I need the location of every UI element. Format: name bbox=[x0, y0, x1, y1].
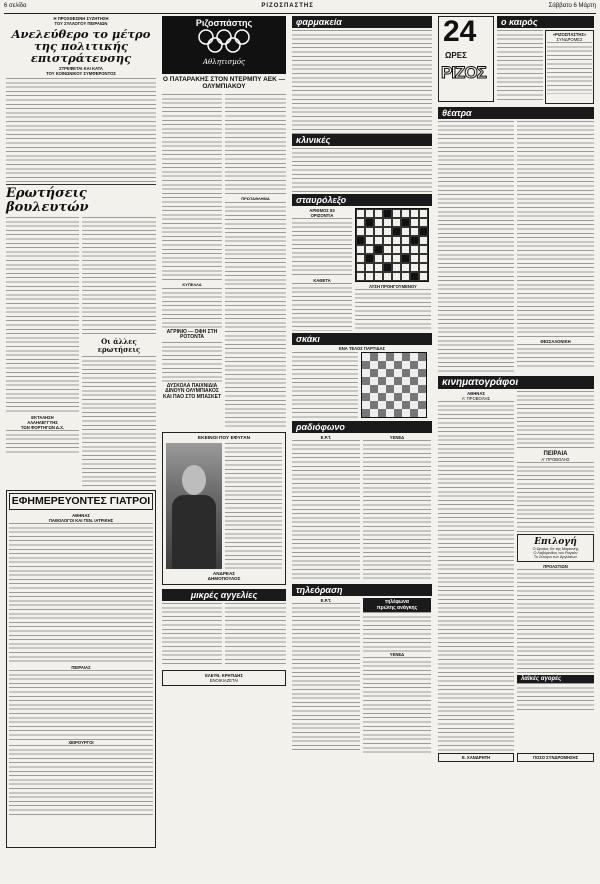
headline-main: Ανελεύθερο το μέτρο της πολιτικής επιστράτευσης bbox=[11, 27, 151, 66]
subscriptions-sub: ΣΥΝΔΡΟΜΕΣ bbox=[556, 37, 583, 42]
tv-yened: ΥΕΝΕΔ bbox=[389, 652, 405, 657]
crossword-bar: σταυρόλεξο bbox=[292, 194, 432, 206]
chess-subhead: ΕΝΑ ΤΕΛΟΣ ΠΑΡΤΙΔΑΣ bbox=[338, 346, 386, 351]
chess-bar: σκάκι bbox=[292, 333, 432, 345]
subscription-price-box bbox=[517, 753, 594, 762]
theatres-bar: θέατρα bbox=[438, 107, 594, 119]
article-body-3 bbox=[6, 430, 79, 456]
theatres-thessaloniki: ΘΕΣΣΑΛΟΝΙΚΗ bbox=[540, 339, 571, 344]
rizos-wordmark: ΡΙΖΟΣ bbox=[441, 63, 486, 82]
sport-sub-cup: ΚΥΠΕΛΛΑ bbox=[182, 281, 202, 287]
clinics-list bbox=[292, 148, 432, 194]
radio-yened-list bbox=[363, 440, 431, 582]
crossword-across: ΟΡΙΖΟΝΤΙΑ bbox=[310, 213, 334, 218]
tv-yened-list bbox=[363, 657, 431, 755]
office-box bbox=[438, 753, 514, 762]
small-head: ΕΚΤΑΛΗΣΗ bbox=[31, 415, 54, 421]
crossword-solution bbox=[355, 289, 431, 329]
clinics-bar: κλινικές bbox=[292, 134, 432, 146]
obituary-surname: ΔΗΜΟΠΟΥΛΟΣ bbox=[207, 575, 241, 581]
classifieds-body-2 bbox=[225, 603, 286, 667]
chess-text bbox=[292, 352, 358, 418]
page-date: Σάββατο 6 Μάρτη bbox=[548, 3, 596, 9]
subscriptions-title: «ΡΙΖΟΣΠΑΣΤΗΣ» bbox=[552, 32, 587, 37]
pharmacies-list bbox=[292, 30, 432, 134]
choice-item-1: Ο Ωραίος Χιτ της Μαριανής bbox=[532, 547, 579, 551]
weather-bar: ο καιρός bbox=[497, 16, 594, 28]
headline-questions: Ερωτήσεις βουλευτών bbox=[6, 186, 89, 215]
radio-bar: ραδιόφωνο bbox=[292, 421, 432, 433]
weather-text bbox=[497, 30, 543, 100]
radio-yened: ΥΕΝΕΔ bbox=[389, 435, 405, 440]
subscriptions-box bbox=[545, 30, 594, 104]
tv-ert: Ε.Ρ.Τ. bbox=[320, 598, 332, 603]
masthead: ΡΙΖΟΣΠΑΣΤΗΣ bbox=[261, 3, 314, 9]
theatres-list bbox=[438, 121, 514, 373]
page-number: 6 σελίδα bbox=[4, 3, 27, 9]
article-kicker: Η ΠΡΟΧΘΕΣΙΝΗ ΣΥΖΗΤΗΣΗ bbox=[53, 16, 109, 21]
column-listings bbox=[292, 16, 432, 880]
cinemas-athens: ΑΘΗΝΑΣ bbox=[467, 391, 485, 396]
doctors-surgeons: ΧΕΙΡΟΥΡΓΟΙ bbox=[68, 740, 94, 746]
subscription-price: ΠΟΣΟ ΣΥΝΔΡΟΜΗΣΗΣ bbox=[532, 755, 579, 760]
theatres-list-3 bbox=[517, 344, 594, 370]
sport-body-5 bbox=[225, 202, 286, 428]
crossword-clues bbox=[292, 218, 352, 278]
portrait-photo bbox=[166, 443, 222, 569]
cinemas-piraeus: ΠΕΙΡΑΙΑ bbox=[543, 451, 568, 457]
article-body-4 bbox=[82, 217, 156, 335]
article-kicker-2: ΤΟΥ ΣΥΛΛΟΓΟΥ ΠΕΙΡΑΙΩΝ bbox=[54, 21, 108, 26]
doctors-list-2 bbox=[9, 670, 153, 740]
markets-list bbox=[517, 683, 594, 711]
phones-box bbox=[363, 598, 431, 612]
sport-sub-league: ΠΡΩΤΑΘΛΗΜΑ bbox=[241, 195, 270, 201]
radio-ert: Ε.Ρ.Τ. bbox=[320, 435, 332, 440]
classified-ad bbox=[162, 670, 286, 686]
article-subhead-2: ΤΟΥ ΚΟΙΝΩΝΙΚΟΥ ΣΥΜΦΕΡΟΝΤΟΣ bbox=[46, 71, 116, 77]
cinemas-list-4 bbox=[517, 569, 594, 673]
sport-headline: Ο ΠΑΤΑΡΑΚΗΣ ΣΤΟΝ ΝΤΕΡΜΠΥ ΑΕΚ — ΟΛΥΜΠΙΑΚΟΥ bbox=[162, 76, 286, 90]
phones-list bbox=[363, 612, 431, 652]
cinemas-list-3 bbox=[517, 462, 594, 532]
rizos-24: 24 bbox=[443, 16, 477, 48]
choice-box bbox=[517, 534, 594, 562]
sport-logo bbox=[162, 16, 286, 74]
doctors-list-3 bbox=[9, 745, 153, 815]
article-body-2 bbox=[6, 217, 79, 413]
office-name: Ε. ΧΑΝΔΡΗΤΗ bbox=[461, 755, 491, 760]
obituary-head: ΕΚΕΙΝΟΙ ΠΟΥ ΕΦΥΓΑΝ bbox=[197, 435, 251, 441]
choice-item-3: Το Σύνορο των Αργιλαίων bbox=[533, 555, 578, 559]
chess-board bbox=[361, 352, 427, 418]
theatres-list-2 bbox=[517, 121, 594, 339]
logo-subtitle: Αθλητισμός bbox=[203, 58, 245, 66]
doctors-list bbox=[9, 523, 153, 665]
article-body bbox=[6, 78, 156, 182]
rizos-hours: ΩΡΕΣ bbox=[445, 51, 467, 60]
radio-ert-list bbox=[292, 440, 360, 582]
markets-bar: λαϊκές αγορές bbox=[517, 675, 594, 683]
tv-ert-list bbox=[292, 603, 360, 753]
cinemas-premiere-2: Α' ΠΡΟΒΟΛΗΣ bbox=[541, 457, 570, 462]
crossword-clues-2 bbox=[292, 283, 352, 331]
choice-item-2: Ο Λαβύρινθος του Ραγκάν bbox=[533, 551, 578, 555]
sport-body-4 bbox=[225, 94, 286, 194]
obituary-body bbox=[225, 443, 282, 569]
subhead-other-questions: Οι άλλες ερωτήσεις bbox=[97, 337, 141, 354]
cinemas-bar: κινηματογράφοι bbox=[438, 376, 594, 389]
cinemas-list-2 bbox=[517, 391, 594, 451]
sport-body-1 bbox=[162, 94, 222, 280]
cinemas-premiere: Α' ΠΡΟΒΟΛΗΣ bbox=[461, 396, 491, 401]
tv-bar: τηλεόραση bbox=[292, 584, 432, 596]
choice-title: Επιλογή bbox=[534, 537, 577, 547]
subscriptions-text bbox=[547, 42, 592, 94]
ad-line: ΕΝΟΙΚΙΑΖΕΤΑΙ bbox=[209, 677, 239, 683]
obituary-name: ΑΝΔΡΕΑΣ bbox=[212, 570, 236, 576]
crossword-solution-head: ΛΥΣΗ ΠΡΟΗΓΟΥΜΕΝΟΥ bbox=[369, 284, 417, 289]
sport-body-2 bbox=[162, 288, 222, 328]
article-subhead: ΣΤΡΕΦΕΤΑΙ ΚΑΙ ΚΑΤΑ bbox=[59, 66, 103, 72]
cinemas-suburbs: ΠΡΟΑΣΤΙΩΝ bbox=[543, 564, 568, 569]
classifieds-bar: μικρές αγγελίες bbox=[162, 589, 286, 601]
olympic-rings-icon bbox=[194, 28, 254, 54]
column-sport bbox=[162, 16, 286, 880]
sport-sub-agrinio: ΑΓΡΙΝΙΟ — ΟΦΗ ΣΤΗ ΡΟΤΟΝΤΑ bbox=[166, 328, 218, 340]
crossword-grid bbox=[355, 208, 429, 282]
pharmacies-bar: φαρμακεία bbox=[292, 16, 432, 28]
sport-body-3 bbox=[162, 342, 222, 382]
logo-text: Ριζοσπάστης bbox=[195, 18, 253, 28]
page-header bbox=[4, 3, 596, 14]
obituary-box bbox=[162, 432, 286, 585]
crossword-down: ΚΑΘΕΤΑ bbox=[313, 278, 331, 283]
article-body-5 bbox=[82, 356, 156, 486]
rizos-logo bbox=[438, 16, 494, 102]
phones-title: τηλέφωνα bbox=[385, 599, 409, 605]
phones-subtitle: πρώτης ανάγκης bbox=[376, 605, 418, 611]
column-politics bbox=[6, 16, 156, 880]
small-head-2: ΑΛΛΗΛΕΓΓΥΗΣ bbox=[27, 420, 58, 426]
ad-name: ΕΛΕΥΘ. ΚΡΗΤΙΔΗΣ bbox=[205, 672, 243, 678]
small-head-3: ΤΩΝ ΦΟΡΤΗΓΩΝ Δ.Χ. bbox=[20, 425, 65, 431]
doctors-specialty: ΠΑΘΟΛΟΓΟΙ ΚΑΙ ΓΕΝ. ΙΑΤΡΙΚΗΣ bbox=[48, 518, 114, 524]
crossword-number: ΑΡΙΘΜΟΣ 83 bbox=[309, 208, 335, 213]
doctors-city: ΑΘΗΝΑΣ bbox=[72, 513, 90, 519]
doctors-title: ΕΦΗΜΕΡΕΥΟΝΤΕΣ ΓΙΑΤΡΟΙ bbox=[9, 493, 153, 510]
column-entertainment bbox=[438, 16, 594, 880]
classifieds-body bbox=[162, 603, 222, 667]
doctors-piraeus: ΠΕΙΡΑΙΑΣ bbox=[71, 665, 91, 671]
doctors-box bbox=[6, 490, 156, 848]
cinemas-list bbox=[438, 401, 514, 751]
sport-sub-basket: ΔΥΣΚΟΛΑ ΠΑΙΧΝΙΔΙΑ ΔΙΝΟΥΝ ΟΛΥΜΠΙΑΚΟΣ ΚΑΙ ΠΑΟ ΣΤΟ ΜΠΑΣΚΕΤ bbox=[163, 383, 221, 400]
